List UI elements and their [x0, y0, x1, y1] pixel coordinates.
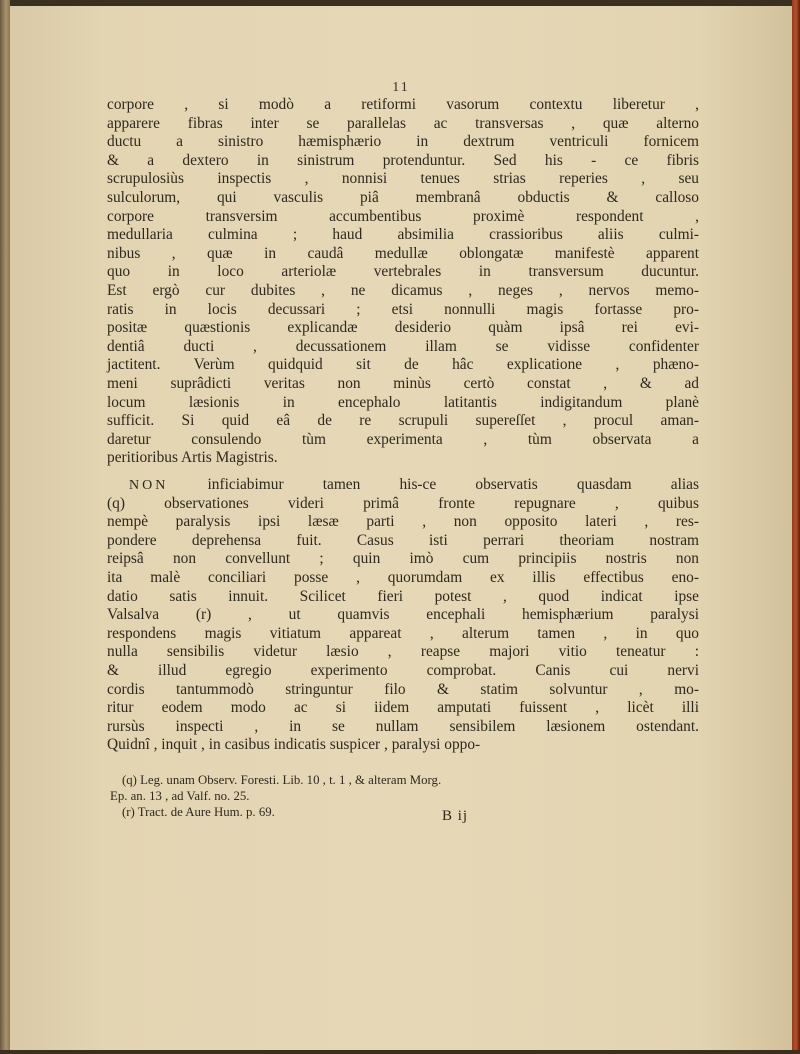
text-line: & a dextero in sinistrum protenduntur. Sed his - ce fibris: [107, 151, 699, 169]
book-page: [10, 6, 792, 1050]
text-line: Quidnî , inquit , in casibus indicatis suspicer , paralysi oppo-: [107, 736, 481, 754]
text-line: quo in loco arteriolæ vertebrales in transversum ducuntur.: [107, 263, 699, 281]
book-edge-left: [0, 0, 10, 1054]
signature-mark: B ij: [442, 808, 469, 824]
text-line: peritioribus Artis Magistris.: [107, 449, 278, 467]
footnote-line: (r) Tract. de Aure Hum. p. 69.: [122, 805, 275, 820]
text-line: daretur consulendo tùm experimenta , tùm observata a: [107, 430, 699, 448]
text-line: Est ergò cur dubites , ne dicamus , neges , nervos memo-: [107, 281, 699, 299]
text-line: scrupulosiùs inspectis , nonnisi tenues strias reperies , seu: [107, 170, 699, 188]
text-line: datio satis innuit. Scilicet fieri potest , quod indicat ipse: [107, 587, 699, 605]
text-line: meni suprâdicti veritas non minùs certò constat , & ad: [107, 374, 699, 392]
text-line: corpore transversim accumbentibus proximè respondent ,: [107, 207, 699, 225]
text-line: (q) observationes videri primâ fronte repugnare , quibus: [107, 494, 699, 512]
text-line: sulculorum, qui vasculis piâ membranâ obductis & calloso: [107, 188, 699, 206]
footnotes: [110, 772, 698, 821]
text-line: nempè paralysis ipsi læsæ parti , non opposito lateri , res-: [107, 513, 699, 531]
text-line: nibus , quæ in caudâ medullæ oblongatæ manifestè apparent: [107, 244, 699, 262]
text-line: medullaria culmina ; haud absimilia crassioribus aliis culmi-: [107, 226, 699, 244]
footnote-line: (q) Leg. unam Observ. Foresti. Lib. 10 , t. 1 , & alteram Morg.: [122, 773, 442, 787]
text-line: cordis tantummodò stringuntur filo & statim solvuntur , mo-: [107, 680, 699, 698]
text-line: jactitent. Verùm quidquid sit de hâc explicatione , phæno-: [107, 356, 699, 374]
text-line: pondere deprehensa fuit. Casus isti perrari theoriam nostram: [107, 531, 699, 549]
text-line: respondens magis vitiatum appareat , alterum tamen , in quo: [107, 624, 699, 642]
text-line: corpore , si modò a retiformi vasorum contextu liberetur ,: [107, 96, 699, 113]
text-line: ita malè conciliari posse , quorumdam ex illis effectibus eno-: [107, 568, 699, 586]
text-line: [107, 476, 699, 495]
text-line: & illud egregio experimento comprobat. Canis cui nervi: [107, 661, 699, 679]
paragraph-1: [107, 96, 699, 468]
text-line: reipsâ non convellunt ; quin imò cum principiis nostris non: [107, 550, 699, 568]
text-line: dentiâ ducti , decussationem illam se vidisse confidenter: [107, 337, 699, 355]
text-line: ductu a sinistro hæmisphærio in dextrum ventriculi fornicem: [107, 133, 699, 151]
book-edge-bottom: [0, 1050, 800, 1054]
text-line: Valsalva (r) , ut quamvis encephali hemisphærium paralysi: [107, 606, 699, 624]
page-number: 11: [392, 80, 410, 95]
text-line: positæ quæstionis explicandæ desiderio quàm ipsâ rei evi-: [107, 319, 699, 337]
footnote-line: Ep. an. 13 , ad Valf. no. 25.: [110, 789, 250, 804]
text-line: locum læsionis in encephalo latitantis indigitandum planè: [107, 393, 699, 411]
book-edge-right: [792, 0, 800, 1054]
paragraph-lead-caps: NON: [129, 478, 169, 493]
text-line: sufficit. Si quid eâ de re scrupuli supereſſet , procul aman-: [107, 412, 699, 430]
text-line: nulla sensibilis videtur læsio , reapse majori vitio teneatur :: [107, 643, 699, 661]
text-line: ratis in locis decussari ; etsi nonnulli magis fortasse pro-: [107, 300, 699, 318]
text-line: rursùs inspecti , in se nullam sensibilem læsionem ostendant.: [107, 717, 699, 735]
text-line-rest: inficiabimur tamen his-ce observatis quasdam alias: [168, 476, 699, 493]
text-line: ritur eodem modo ac si iidem amputati fuissent , licèt illi: [107, 699, 699, 717]
paragraph-2: [107, 476, 699, 755]
text-line: apparere fibras inter se parallelas ac transversas , quæ alterno: [107, 114, 699, 132]
